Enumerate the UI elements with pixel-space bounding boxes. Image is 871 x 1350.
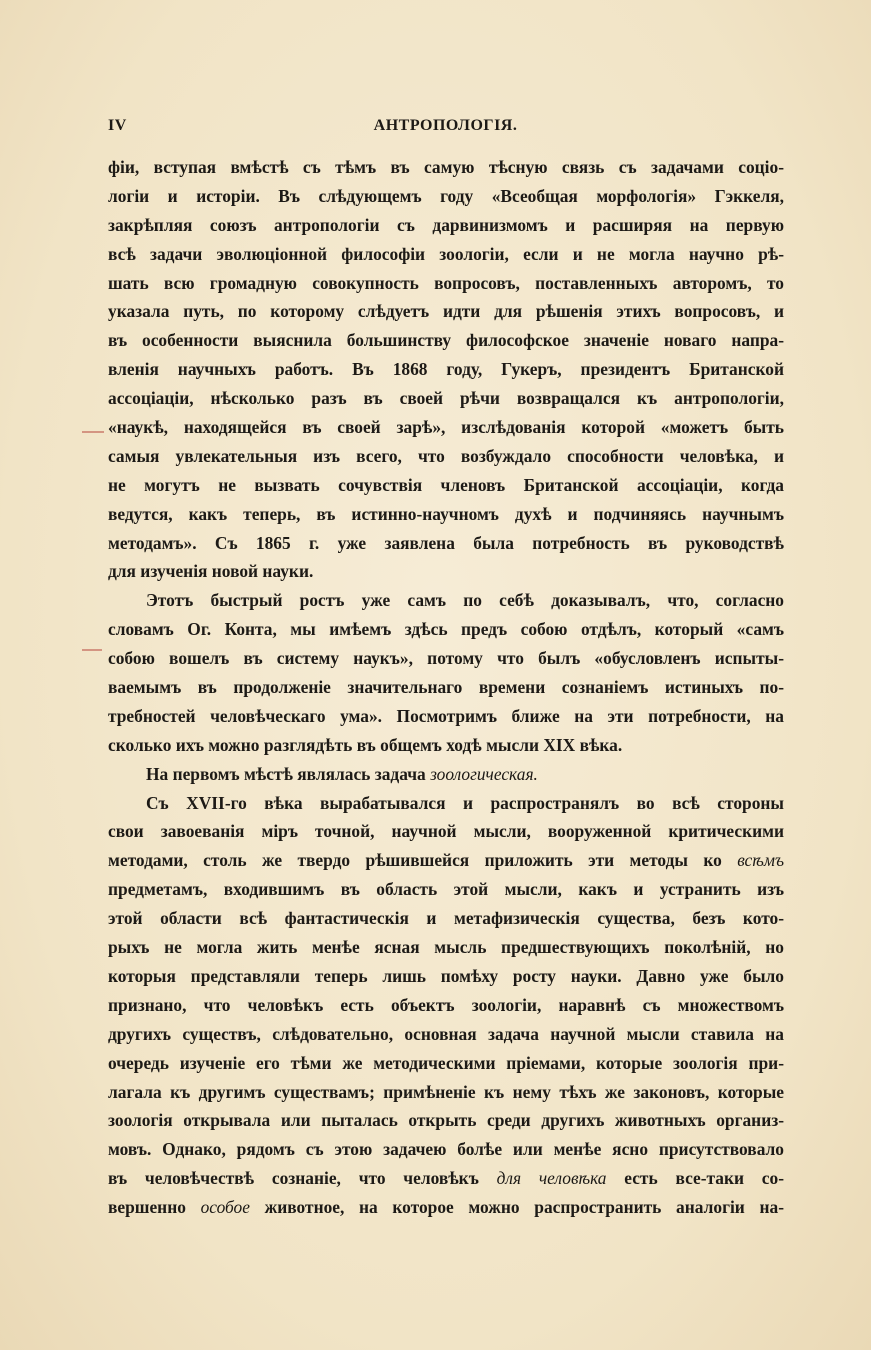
line-text: указала путь, по которому слѣдуетъ идти для рѣшенія этихъ вопросовъ, и (108, 301, 784, 322)
text-line (108, 153, 784, 182)
line-text: методами, столь же твердо рѣшившейся приложить эти методы ко (108, 850, 738, 871)
text-line (108, 442, 784, 471)
text-line (108, 875, 784, 904)
line-text: признано, что человѣкъ есть объектъ зоологіи, наравнѣ съ множествомъ (108, 994, 784, 1015)
text-line (108, 211, 784, 240)
text-line (108, 1193, 784, 1222)
line-text: очередь изученіе его тѣми же методическими пріемами, которые зоологія при- (108, 1052, 784, 1073)
emphasis-text: для человѣка (496, 1168, 607, 1189)
body-text (108, 153, 784, 1222)
text-line (108, 846, 784, 875)
line-text: Съ XVII-го вѣка вырабатывался и распространялъ во всѣ стороны (146, 792, 784, 813)
line-text: лагала къ другимъ существамъ; примѣненіе къ нему тѣхъ же законовъ, которые (108, 1081, 784, 1102)
line-text: всѣ задачи эволюціонной философіи зоологіи, если и не могла научно рѣ- (108, 243, 784, 264)
line-text: «наукѣ, находящейся въ своей зарѣ», изслѣдованія которой «можетъ быть (108, 417, 784, 438)
text-line (108, 904, 784, 933)
text-line (108, 933, 784, 962)
text-line (108, 760, 784, 789)
line-text: ассоціаціи, нѣсколько разъ въ своей рѣчи возвращался къ антропологіи, (108, 388, 784, 409)
line-text: въ особенности выяснила большинству философское значеніе новаго напра- (108, 330, 784, 351)
line-text: мовъ. Однако, рядомъ съ этою задачею болѣе или менѣе ясно присутствовало (108, 1139, 784, 1160)
text-line (108, 471, 784, 500)
line-text: въ человѣчествѣ сознаніе, что человѣкъ (108, 1168, 497, 1189)
text-line (108, 731, 784, 760)
text-line (108, 297, 784, 326)
text-line (108, 586, 784, 615)
text-line (108, 1106, 784, 1135)
emphasis-text: особое (200, 1197, 250, 1218)
line-text: которыя представляли теперь лишь помѣху росту науки. Давно уже было (108, 965, 784, 986)
line-text-tail: животное, на которое можно распространить аналогіи на- (249, 1197, 784, 1218)
line-text: этой области всѣ фантастическія и метафизическія существа, безъ кото- (108, 908, 784, 929)
text-line (108, 529, 784, 558)
line-text: самыя увлекательныя изъ всего, что возбуждало способности человѣка, и (108, 445, 784, 466)
pencil-mark (82, 649, 102, 651)
line-text: зоологія открывала или пыталась открыть среди другихъ животныхъ организ- (108, 1110, 784, 1131)
text-line (108, 269, 784, 298)
running-title: АНТРОПОЛОГІЯ. (373, 117, 518, 134)
text-line (108, 962, 784, 991)
pencil-mark (82, 431, 104, 433)
line-text: другихъ существъ, слѣдовательно, основная задача научной мысли ставила на (108, 1023, 784, 1044)
text-line (108, 1135, 784, 1164)
text-line (108, 1020, 784, 1049)
text-line (108, 240, 784, 269)
text-line (108, 500, 784, 529)
page-header (108, 117, 783, 143)
text-line (108, 413, 784, 442)
line-text: собою вошелъ въ систему наукъ», потому что былъ «обусловленъ испыты- (108, 648, 784, 669)
line-text: методамъ». Съ 1865 г. уже заявлена была потребность въ руководствѣ (108, 532, 784, 553)
text-line (108, 355, 784, 384)
line-text: вершенно (108, 1197, 201, 1218)
page-number: IV (108, 117, 127, 134)
text-line (108, 789, 784, 818)
line-text: предметамъ, входившимъ въ область этой мысли, какъ и устранить изъ (108, 879, 784, 900)
line-text: рыхъ не могла жить менѣе ясная мысль предшествующихъ поколѣній, но (108, 937, 784, 958)
text-line (108, 384, 784, 413)
text-line (108, 644, 784, 673)
text-line (108, 991, 784, 1020)
line-text: На первомъ мѣстѣ являлась задача (146, 763, 431, 784)
text-line (108, 326, 784, 355)
text-line (108, 1078, 784, 1107)
line-text: фіи, вступая вмѣстѣ съ тѣмъ въ самую тѣсную связь съ задачами соціо- (108, 157, 784, 177)
text-line (108, 702, 784, 731)
line-text: ведутся, какъ теперь, въ истинно-научномъ духѣ и подчиняясь научнымъ (108, 503, 784, 524)
text-line (108, 182, 784, 211)
text-line (108, 615, 784, 644)
line-text: ваемымъ въ продолженіе значительнаго времени сознаніемъ истиныхъ по- (108, 677, 784, 698)
line-text: Этотъ быстрый ростъ уже самъ по себѣ доказывалъ, что, согласно (146, 590, 784, 611)
text-line (108, 817, 784, 846)
text-line (108, 557, 784, 586)
emphasis-text: всѣмъ (737, 850, 784, 871)
line-text: сколько ихъ можно разглядѣть въ общемъ ходѣ мысли XIX вѣка. (108, 734, 623, 755)
line-text: словамъ Ог. Конта, мы имѣемъ здѣсь предъ собою отдѣлъ, который «самъ (108, 619, 784, 640)
line-text-tail: есть все-таки со- (606, 1168, 784, 1189)
emphasis-text: зоологическая. (430, 763, 538, 784)
line-text: требностей человѣческаго ума». Посмотримъ ближе на эти потребности, на (108, 705, 784, 726)
line-text: шать всю громадную совокупность вопросовъ, поставленныхъ авторомъ, то (108, 272, 784, 293)
line-text: свои завоеванія міръ точной, научной мысли, вооруженной критическими (108, 821, 784, 842)
text-line (108, 1049, 784, 1078)
line-text: логіи и исторіи. Въ слѣдующемъ году «Всеобщая морфологія» Гэккеля, (108, 185, 784, 206)
line-text: вленія научныхъ работъ. Въ 1868 году, Гукеръ, президентъ Британской (108, 359, 784, 380)
line-text: не могутъ не вызвать сочувствія членовъ Британской ассоціаціи, когда (108, 474, 784, 495)
text-line (108, 673, 784, 702)
line-text: закрѣпляя союзъ антропологіи съ дарвинизмомъ и расширяя на первую (108, 214, 784, 235)
line-text: для изученія новой науки. (108, 561, 314, 582)
text-line (108, 1164, 784, 1193)
